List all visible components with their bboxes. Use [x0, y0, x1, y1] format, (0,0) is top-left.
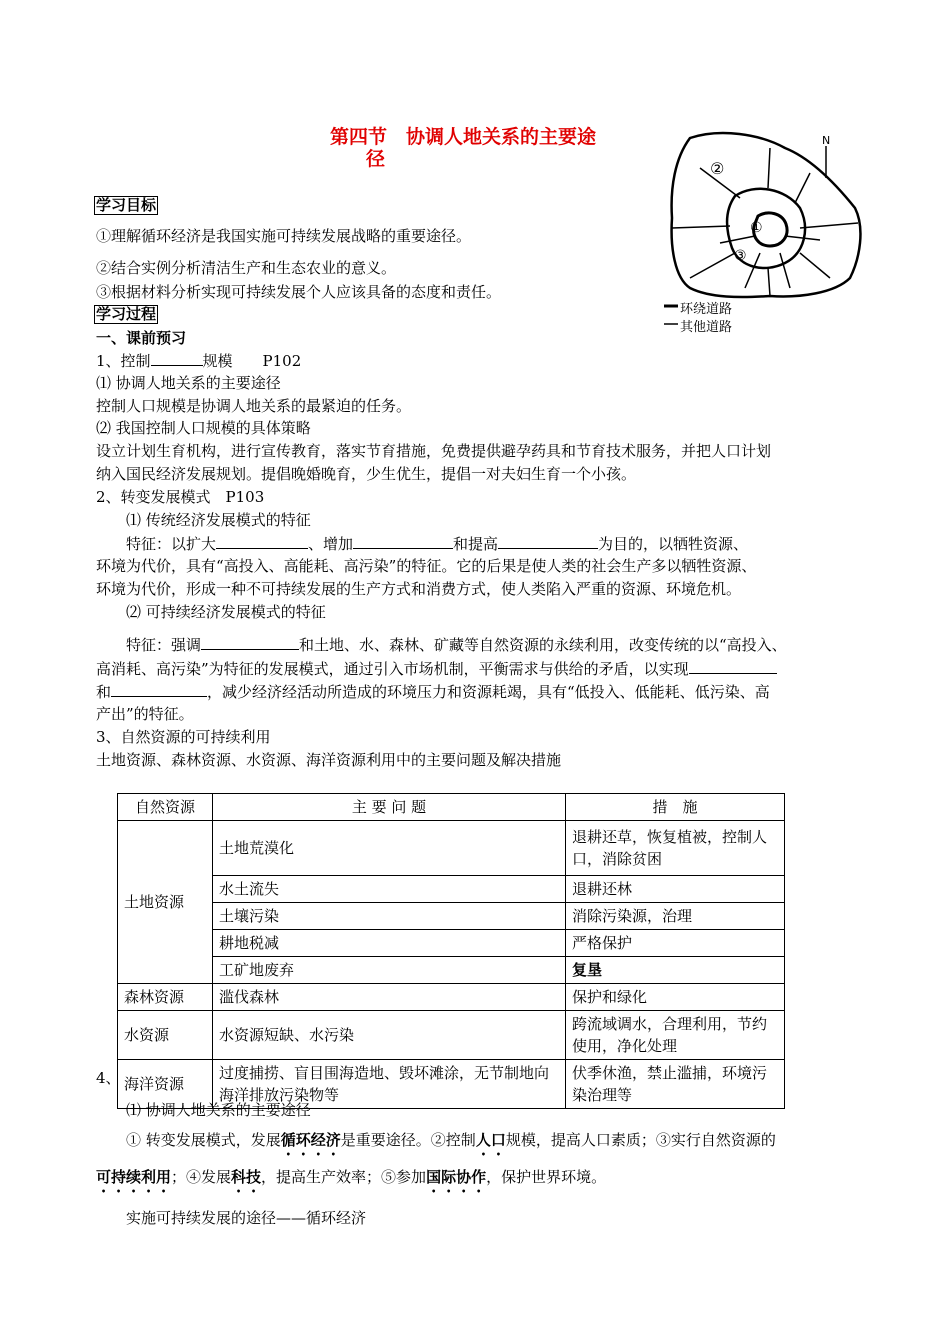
goals-heading: 学习目标 [96, 196, 157, 214]
cell-problem: 工矿地废弃 [213, 957, 566, 984]
cell-measure: 严格保护 [566, 930, 785, 957]
cell-problem: 滥伐森林 [213, 984, 566, 1011]
q2-k2: 高消耗、高污染”为特征的发展模式，通过引入市场机制，平衡需求与供给的矛盾，以实现 [96, 658, 777, 679]
q4-u: 可持续利用；④发展科技，提高生产效率；⑤参加国际协作，保护世界环境。 [96, 1168, 607, 1186]
q2-blank-6[interactable] [111, 681, 207, 697]
cell-measure: 伏季休渔，禁止滥捕，环境污染治理等 [566, 1060, 785, 1109]
process-heading: 学习过程 [96, 305, 157, 323]
q2-blank-5[interactable] [689, 658, 777, 674]
q1-p1: ⑴ 协调人地关系的主要途径 [96, 374, 281, 392]
cell-problem: 土壤污染 [213, 903, 566, 930]
q2-f3: 环境为代价，形成一种不可持续发展的生产方式和消费方式，使人类陷入严重的资源、环境危机。 [96, 580, 742, 598]
map-label-1: ① [750, 220, 763, 236]
cell-water: 水资源 [118, 1011, 213, 1060]
q1-p5: 纳入国民经济发展规划。提倡晚婚晚育，少生优生，提倡一对夫妇生育一个小孩。 [96, 465, 637, 483]
cell-problem: 过度捕捞、盲目围海造地、毁坏滩涂，无节制地向海洋排放污染物等 [213, 1060, 566, 1109]
q1-p2: 控制人口规模是协调人地关系的最紧迫的任务。 [96, 397, 412, 415]
q4-number: 4、 [96, 1069, 121, 1087]
table-row [118, 876, 785, 903]
table-row [118, 1011, 785, 1060]
q4-last: 实施可持续发展的途径——循环经济 [126, 1209, 367, 1227]
q1-p4: 设立计划生育机构，进行宣传教育，落实节育措施，免费提供避孕药具和节育技术服务，并把人口计划 [96, 442, 772, 460]
col-header-resource: 自然资源 [118, 794, 213, 821]
q2-k3: 和 ，减少经济经活动所造成的环境压力和资源耗竭，具有“低投入、低能耗、低污染、高 [96, 683, 770, 701]
cell-measure: 保护和绿化 [566, 984, 785, 1011]
q2-heading: 2、转变发展模式 P103 [96, 488, 265, 506]
table-row [118, 957, 785, 984]
legend-ring-road: 环绕道路 [680, 302, 733, 317]
table-row [118, 903, 785, 930]
col-header-problem: 主 要 问 题 [213, 794, 566, 821]
q2-blank-2[interactable] [353, 533, 453, 549]
cell-measure: 退耕还草，恢复植被，控制人口，消除贫困 [566, 821, 785, 876]
table-row [118, 984, 785, 1011]
q2-s1: ⑴ 传统经济发展模式的特征 [126, 511, 311, 529]
resource-table [117, 793, 785, 1109]
q1-blank[interactable] [151, 350, 203, 366]
q2-blank-1[interactable] [216, 533, 308, 549]
q3-heading: 3、自然资源的可持续利用 [96, 728, 271, 746]
q2-s2: ⑵ 可持续经济发展模式的特征 [126, 603, 326, 621]
col-header-measure: 措 施 [566, 794, 785, 821]
q3-sub: 土地资源、森林资源、水资源、海洋资源利用中的主要问题及解决措施 [96, 751, 562, 769]
cell-problem: 水资源短缺、水污染 [213, 1011, 566, 1060]
cell-land: 土地资源 [118, 821, 213, 984]
q1-p3: ⑵ 我国控制人口规模的具体策略 [96, 419, 311, 437]
q2-blank-4[interactable] [201, 634, 299, 650]
cell-measure: 退耕还林 [566, 876, 785, 903]
table-header-row [118, 794, 785, 821]
section-preview-heading: 一、课前预习 [96, 329, 187, 347]
cell-ocean: 海洋资源 [118, 1060, 213, 1109]
cell-measure: 跨流域调水，合理利用，节约使用，净化处理 [566, 1011, 785, 1060]
cell-forest: 森林资源 [118, 984, 213, 1011]
cell-measure: 复垦 [566, 957, 785, 984]
legend-other-road: 其他道路 [680, 320, 733, 335]
q2-k4: 产出”的特征。 [96, 705, 194, 723]
cell-problem: 水土流失 [213, 876, 566, 903]
map-label-3: ③ [734, 248, 747, 264]
q2-blank-3[interactable] [498, 533, 598, 549]
q1-line: 1、控制 规模 P102 [96, 352, 302, 370]
page-title-cont: 径 [366, 148, 386, 170]
q2-f2: 环境为代价，具有“高投入、高能耗、高污染”的特征。它的后果是使人类的社会生产多以牺牲资源、 [96, 557, 757, 575]
goal-2: ②结合实例分析清洁生产和生态农业的意义。 [96, 259, 397, 277]
table-row [118, 930, 785, 957]
q4-s1: ⑴ 协调人地关系的主要途径 [126, 1101, 311, 1119]
north-label: N [822, 134, 831, 147]
cell-problem: 土地荒漠化 [213, 821, 566, 876]
goal-3: ③根据材料分析实现可持续发展个人应该具备的态度和责任。 [96, 283, 502, 301]
table-row [118, 821, 785, 876]
page-title: 第四节 协调人地关系的主要途 [330, 126, 597, 148]
cell-problem: 耕地税减 [213, 930, 566, 957]
goal-1: ①理解循环经济是我国实施可持续发展战略的重要途径。 [96, 227, 472, 245]
cell-measure: 消除污染源，治理 [566, 903, 785, 930]
q2-f1: 特征：以扩大 、增加 和提高 为目的，以牺牲资源、 [126, 535, 749, 553]
map-label-2: ② [710, 159, 725, 178]
q2-k1: 特征：强调 和土地、水、森林、矿藏等自然资源的永续利用，改变传统的以“高投入、 [126, 636, 787, 654]
q4-t: ① 转变发展模式，发展循环经济是重要途径。②控制人口规模，提高人口素质；③实行自然资源的 [126, 1131, 776, 1149]
